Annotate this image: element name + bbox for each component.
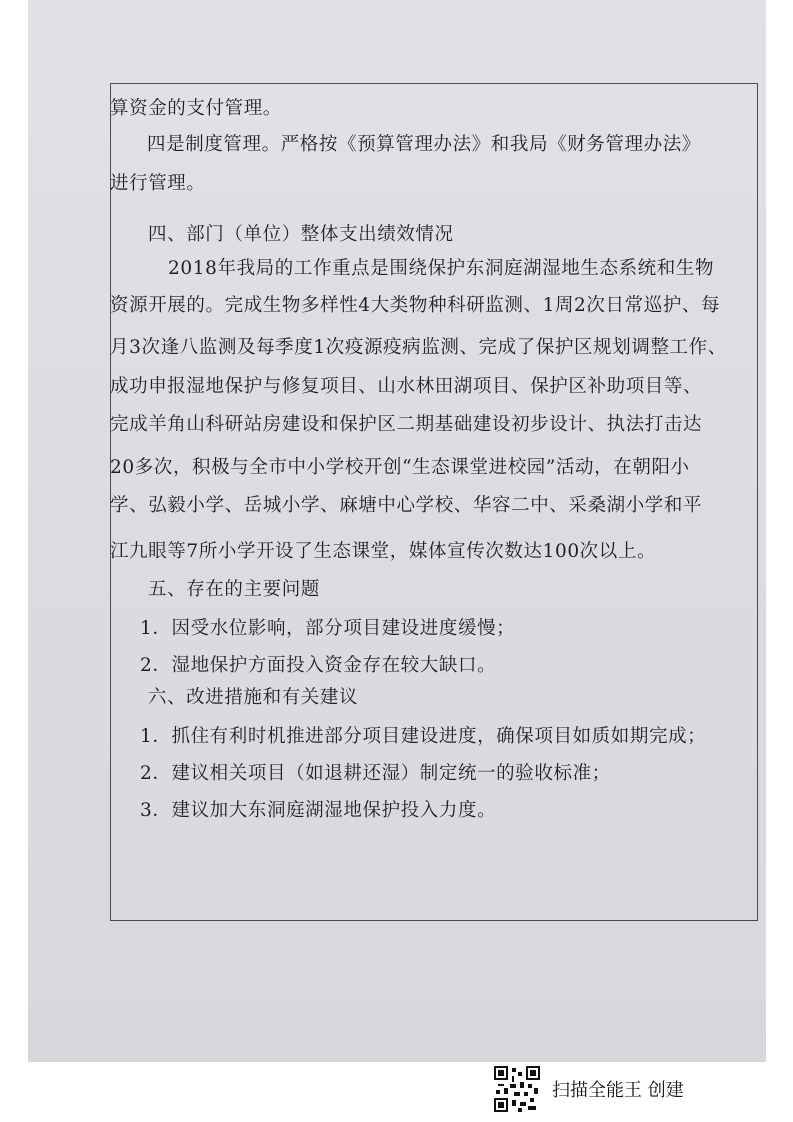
- text-line-8: 成功申报湿地保护与修复项目、山水林田湖项目、保护区补助项目等、: [110, 376, 703, 397]
- text-line-11: 学、弘毅小学、岳城小学、麻塘中心学校、华容二中、采桑湖小学和平: [110, 495, 703, 516]
- suggestion-item-2: 2．建议相关项目（如退耕还湿）制定统一的验收标准；: [140, 763, 611, 784]
- qr-code-icon: [494, 1066, 540, 1112]
- scanner-brand-text: 扫描全能王 创建: [552, 1080, 684, 1101]
- section-heading-6: 六、改进措施和有关建议: [148, 687, 359, 708]
- scanner-watermark: [494, 1062, 754, 1114]
- suggestion-item-1: 1．抓住有利时机推进部分项目建设进度，确保项目如质如期完成；: [140, 726, 707, 747]
- text-line-10: 20多次，积极与全市中小学校开创“生态课堂进校园”活动，在朝阳小: [110, 457, 690, 478]
- text-line-1: 算资金的支付管理。: [110, 98, 282, 119]
- issue-item-2: 2．湿地保护方面投入资金存在较大缺口。: [140, 655, 497, 676]
- text-line-12: 江九眼等7所小学开设了生态课堂，媒体宣传次数达100次以上。: [110, 541, 657, 562]
- text-line-5: 2018年我局的工作重点是围绕保护东洞庭湖湿地生态系统和生物: [168, 258, 715, 279]
- text-line-9: 完成羊角山科研站房建设和保护区二期基础建设初步设计、执法打击达: [110, 414, 703, 435]
- text-line-6: 资源开展的。完成生物多样性4大类物种科研监测、1周2次日常巡护、每: [110, 295, 721, 316]
- section-heading-5: 五、存在的主要问题: [148, 579, 320, 600]
- section-heading-4: 四、部门（单位）整体支出绩效情况: [148, 224, 454, 245]
- text-line-2: 四是制度管理。严格按《预算管理办法》和我局《财务管理办法》: [147, 134, 701, 155]
- scanned-page: [28, 0, 766, 1062]
- text-line-3: 进行管理。: [110, 173, 206, 194]
- text-line-7: 月3次逢八监测及每季度1次疫源疫病监测、完成了保护区规划调整工作、: [110, 337, 727, 358]
- suggestion-item-3: 3．建议加大东洞庭湖湿地保护投入力度。: [140, 800, 497, 821]
- issue-item-1: 1．因受水位影响，部分项目建设进度缓慢；: [140, 618, 516, 639]
